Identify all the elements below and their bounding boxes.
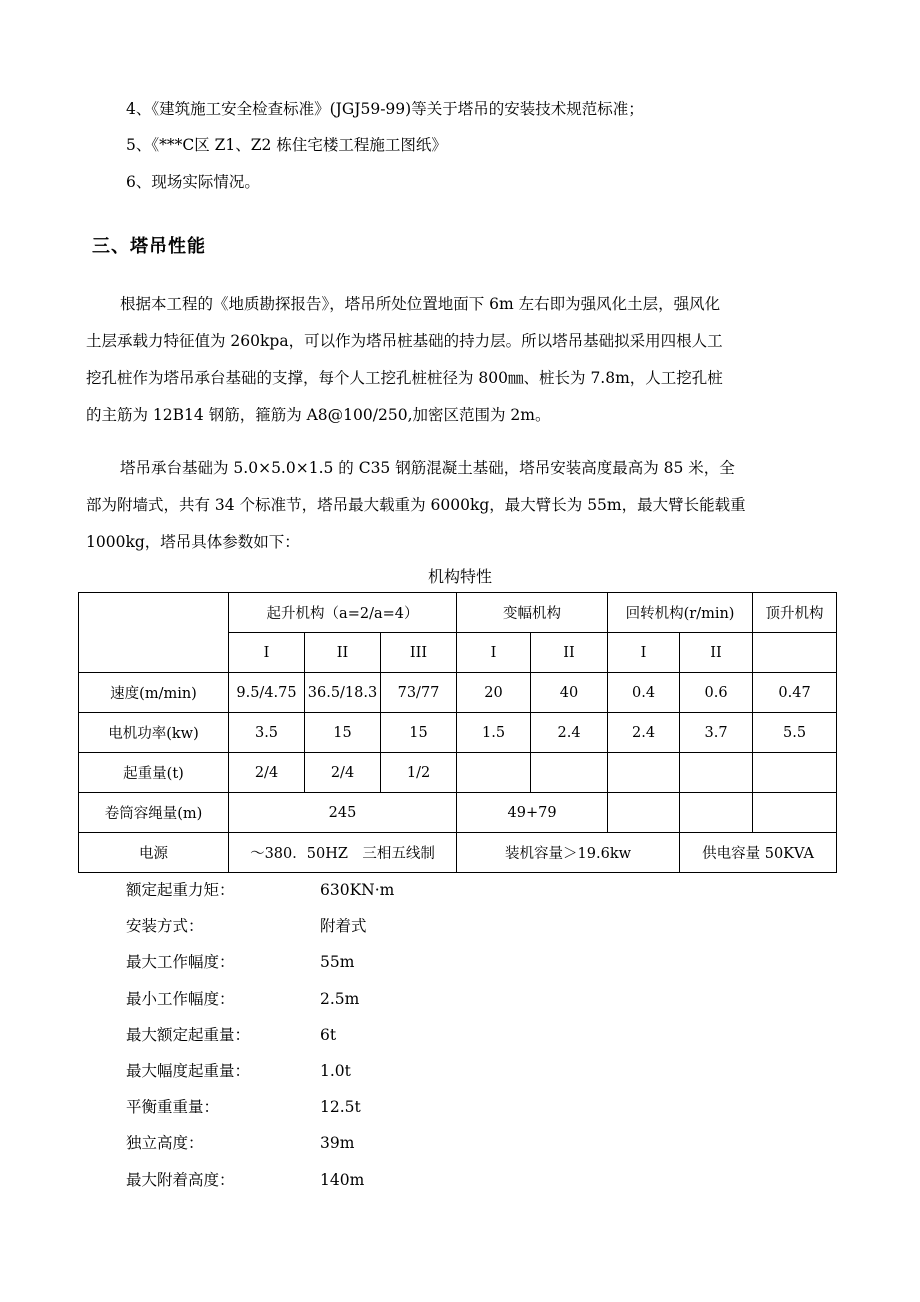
sub-header-cell: I <box>229 633 305 673</box>
param-label: 最小工作幅度： <box>126 989 235 1008</box>
table-cell: 245 <box>229 793 457 833</box>
param-label: 平衡重重量： <box>126 1098 220 1117</box>
table-cell: 2/4 <box>229 753 305 793</box>
table-caption: 机构特性 <box>427 567 492 586</box>
table-cell: 15 <box>305 713 381 753</box>
header-luffing: 变幅机构 <box>457 593 608 633</box>
table-cell <box>680 793 753 833</box>
param-value: 140m <box>320 1170 365 1189</box>
paragraph-line: 的主筋为 12B14 钢筋，箍筋为 A8@100/250,加密区范围为 2m。 <box>86 406 551 424</box>
table-cell: 3.7 <box>680 713 753 753</box>
row-label: 电机功率(kw) <box>79 713 229 753</box>
table-row <box>79 753 837 793</box>
param-value: 55m <box>320 953 355 972</box>
table-row <box>79 833 837 873</box>
table-corner-cell <box>79 593 229 673</box>
table-cell: 73/77 <box>381 673 457 713</box>
table-cell: 供电容量 50KVA <box>680 833 837 873</box>
table-cell: 1/2 <box>381 753 457 793</box>
table-cell: 9.5/4.75 <box>229 673 305 713</box>
table-cell: 40 <box>531 673 608 713</box>
param-value: 附着式 <box>320 917 367 936</box>
section-title: 三、塔吊性能 <box>92 236 206 257</box>
param-value: 6t <box>320 1025 337 1044</box>
header-hoist: 起升机构（a=2/a=4） <box>229 593 457 633</box>
table-cell: 20 <box>457 673 531 713</box>
table-row <box>79 673 837 713</box>
paragraph-foundation <box>86 286 832 434</box>
paragraph-parameters-intro <box>86 450 832 561</box>
reference-item-6: 6、现场实际情况。 <box>126 173 260 191</box>
param-label: 独立高度： <box>126 1134 204 1153</box>
table-cell: 0.6 <box>680 673 753 713</box>
param-label: 最大额定起重量： <box>126 1025 251 1044</box>
reference-item-4: 4、《建筑施工安全检查标准》(JGJ59-99)等关于塔吊的安装技术规范标准； <box>126 100 644 118</box>
sub-header-cell: II <box>680 633 753 673</box>
table-cell <box>531 753 608 793</box>
row-label: 电源 <box>79 833 229 873</box>
param-value: 12.5t <box>320 1098 361 1117</box>
mechanism-spec-table <box>78 592 837 873</box>
table-cell: 5.5 <box>753 713 837 753</box>
paragraph-line: 1000kg，塔吊具体参数如下： <box>86 533 300 551</box>
param-label: 安装方式： <box>126 917 204 936</box>
table-cell <box>680 753 753 793</box>
param-label: 最大附着高度： <box>126 1170 235 1189</box>
table-cell: 1.5 <box>457 713 531 753</box>
param-value: 1.0t <box>320 1061 351 1080</box>
param-value: 2.5m <box>320 989 360 1008</box>
paragraph-line: 土层承载力特征值为 260kpa，可以作为塔吊桩基础的持力层。所以塔吊基础拟采用四根人工 <box>86 332 723 350</box>
row-label: 起重量(t) <box>79 753 229 793</box>
table-cell: 2/4 <box>305 753 381 793</box>
table-cell <box>753 793 837 833</box>
table-cell <box>457 753 531 793</box>
table-cell: 2.4 <box>531 713 608 753</box>
sub-header-cell <box>753 633 837 673</box>
table-cell: 15 <box>381 713 457 753</box>
table-row <box>79 793 837 833</box>
row-label: 卷筒容绳量(m) <box>79 793 229 833</box>
table-row <box>79 593 837 633</box>
paragraph-line: 部为附墙式，共有 34 个标准节，塔吊最大载重为 6000kg，最大臂长为 55m，最大臂长能载重 <box>86 496 746 514</box>
table-cell <box>753 753 837 793</box>
table-cell: 36.5/18.3 <box>305 673 381 713</box>
paragraph-line: 塔吊承台基础为 5.0×5.0×1.5 的 C35 钢筋混凝土基础，塔吊安装高度最高为 85 米，全 <box>120 459 735 477</box>
table-cell: 0.47 <box>753 673 837 713</box>
reference-item-5: 5、《***C区 Z1、Z2 栋住宅楼工程施工图纸》 <box>126 136 447 154</box>
param-label: 最大幅度起重量： <box>126 1061 251 1080</box>
table-cell: ～380．50HZ 三相五线制 <box>229 833 457 873</box>
sub-header-cell: I <box>457 633 531 673</box>
sub-header-cell: II <box>531 633 608 673</box>
param-label: 最大工作幅度： <box>126 953 235 972</box>
row-label: 速度(m/min) <box>79 673 229 713</box>
param-value: 39m <box>320 1134 355 1153</box>
paragraph-line: 挖孔桩作为塔吊承台基础的支撑，每个人工挖孔桩桩径为 800㎜、桩长为 7.8m，人工挖孔桩 <box>86 369 723 387</box>
param-value: 630KN·m <box>320 881 395 899</box>
header-slewing: 回转机构(r/min) <box>608 593 753 633</box>
paragraph-line: 根据本工程的《地质勘探报告》，塔吊所处位置地面下 6m 左右即为强风化土层，强风化 <box>120 295 721 313</box>
sub-header-cell: III <box>381 633 457 673</box>
table-cell: 3.5 <box>229 713 305 753</box>
table-cell <box>608 793 680 833</box>
param-label: 额定起重力矩： <box>126 881 235 899</box>
header-climbing: 顶升机构 <box>753 593 837 633</box>
table-cell: 49+79 <box>457 793 608 833</box>
table-cell: 2.4 <box>608 713 680 753</box>
sub-header-cell: I <box>608 633 680 673</box>
table-row <box>79 713 837 753</box>
table-cell: 装机容量＞19.6kw <box>457 833 680 873</box>
table-cell: 0.4 <box>608 673 680 713</box>
table-cell <box>608 753 680 793</box>
sub-header-cell: II <box>305 633 381 673</box>
